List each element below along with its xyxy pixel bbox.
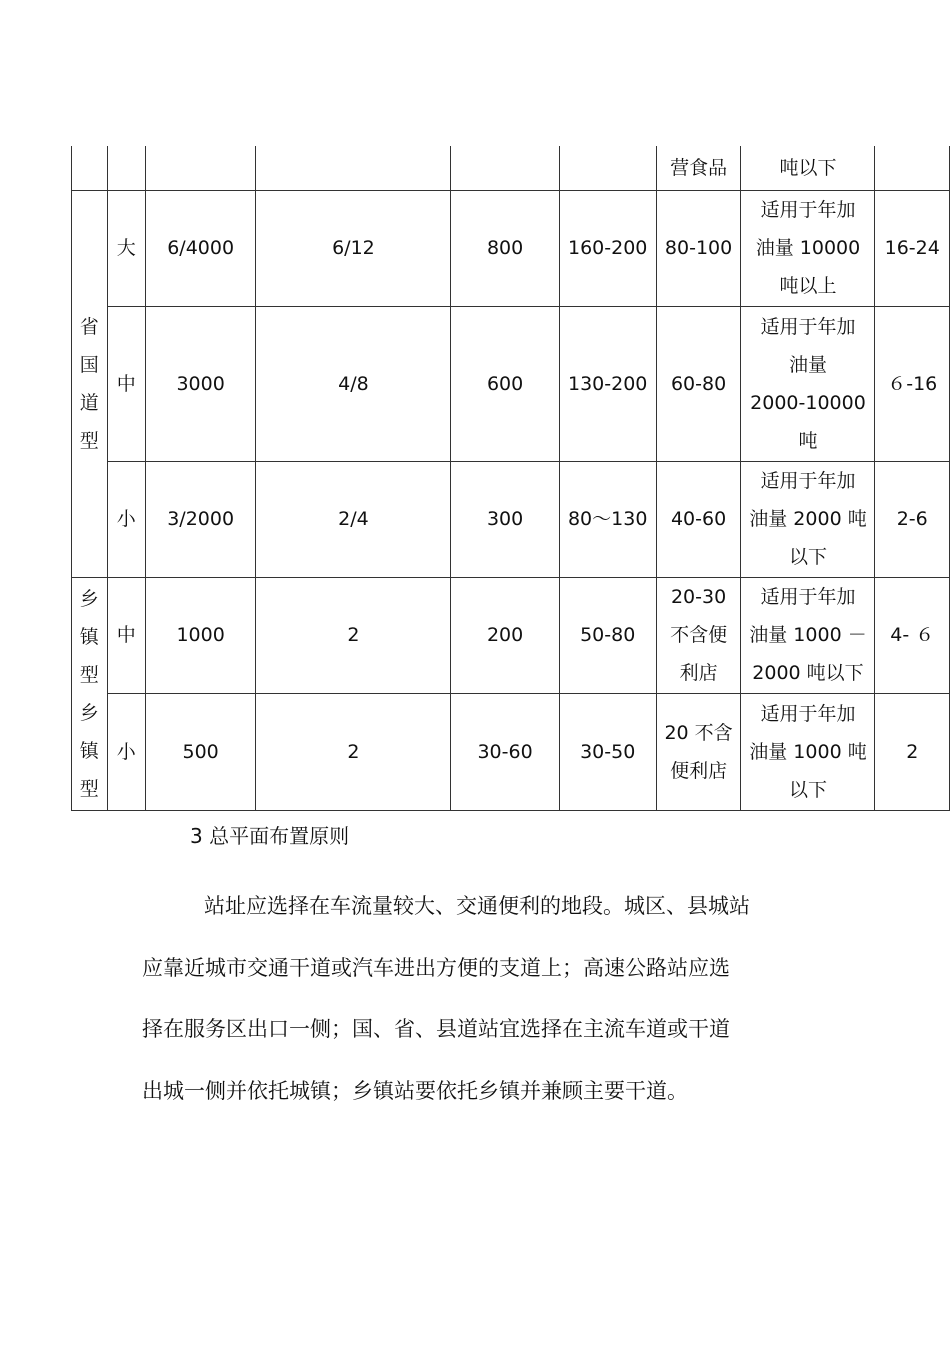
category-char: 省 — [79, 315, 99, 338]
category-char: 乡 — [79, 587, 99, 610]
note-line: 适用于年加 — [760, 199, 856, 221]
table-cell: 4/8 — [256, 306, 451, 461]
note-line: 油量 10000 — [755, 237, 861, 259]
table-cell — [107, 146, 145, 190]
size-cell: 小 — [107, 461, 145, 577]
table-cell: 30-50 — [559, 693, 656, 810]
note-line: 吨 — [798, 429, 818, 452]
table-cell: 50-80 — [559, 577, 656, 693]
table-cell: 3000 — [145, 306, 256, 461]
category-cell-township — [72, 577, 108, 810]
table-cell: 6/12 — [256, 190, 451, 306]
table-cell: 80-100 — [656, 190, 741, 306]
note-line: 油量 2000 吨 — [749, 508, 867, 530]
table-row — [72, 461, 950, 577]
table-cell — [256, 146, 451, 190]
table-cell: 2/4 — [256, 461, 451, 577]
table-cell — [451, 146, 559, 190]
section-heading: 3 总平面布置原则 — [190, 824, 350, 848]
table-cell: ６-16 — [875, 306, 950, 461]
table-cell — [72, 146, 108, 190]
note-line: 2000-10000 — [750, 391, 866, 414]
category-char: 镇 — [79, 625, 99, 648]
category-char: 镇 — [79, 739, 99, 762]
note-cell — [741, 693, 875, 810]
category-char: 型 — [79, 777, 99, 800]
table-row — [72, 190, 950, 306]
table-cell: 200 — [451, 577, 559, 693]
note-line: 以下 — [788, 546, 827, 568]
note-line: 2000 吨以下 — [752, 662, 864, 684]
note-line: 以下 — [788, 778, 827, 801]
table-row — [72, 577, 950, 693]
table-cell: 2 — [256, 577, 451, 693]
table-cell: 30-60 — [451, 693, 559, 810]
note-line: 吨以上 — [779, 275, 837, 297]
table-cell: 300 — [451, 461, 559, 577]
note-line: 适用于年加 — [760, 586, 856, 608]
table-cell: 1000 — [145, 577, 256, 693]
table-cell — [875, 146, 950, 190]
category-char: 道 — [79, 391, 99, 414]
table-cell: 4- ６ — [875, 577, 950, 693]
table-cell: 6/4000 — [145, 190, 256, 306]
paragraph-line: 应靠近城市交通干道或汽车进出方便的支道上；高速公路站应选 — [142, 955, 730, 980]
paragraph-line: 择在服务区出口一侧；国、省、县道站宜选择在主流车道或干道 — [142, 1017, 730, 1041]
note-line: 适用于年加 — [760, 702, 856, 725]
note-line: 适用于年加 — [760, 315, 856, 338]
table-cell — [559, 146, 656, 190]
table-row — [72, 146, 950, 190]
table-cell: 16-24 — [875, 190, 950, 306]
table-cell — [656, 693, 741, 810]
paragraph-line: 出城一侧并依托城镇；乡镇站要依托乡镇并兼顾主要干道。 — [142, 1078, 688, 1103]
cell-line: 20-30 — [670, 586, 727, 608]
cell-line: 20 不含 — [664, 721, 733, 744]
note-cell — [741, 306, 875, 461]
table-cell: 130-200 — [559, 306, 656, 461]
table-cell: 500 — [145, 693, 256, 810]
table-cell — [145, 146, 256, 190]
note-cell — [741, 577, 875, 693]
table-cell: 2 — [875, 693, 950, 810]
category-char: 型 — [79, 663, 99, 686]
note-cell — [741, 461, 875, 577]
note-cell — [741, 190, 875, 306]
table-cell: 吨以下 — [741, 146, 875, 190]
size-cell: 小 — [107, 693, 145, 810]
size-cell: 中 — [107, 306, 145, 461]
table-cell: 2-6 — [875, 461, 950, 577]
category-cell-provincial — [72, 190, 108, 577]
cell-line: 利店 — [679, 662, 718, 684]
size-cell: 中 — [107, 577, 145, 693]
size-cell: 大 — [107, 190, 145, 306]
category-char: 型 — [79, 429, 99, 452]
table-cell: 2 — [256, 693, 451, 810]
note-line: 适用于年加 — [760, 470, 856, 492]
table-cell: 160-200 — [559, 190, 656, 306]
table-cell: 60-80 — [656, 306, 741, 461]
cell-line: 便利店 — [670, 759, 728, 782]
table-cell: 3/2000 — [145, 461, 256, 577]
table-row — [72, 306, 950, 461]
category-char: 国 — [79, 353, 99, 376]
table-row — [72, 693, 950, 810]
note-line: 油量 1000 － — [749, 624, 867, 646]
note-line: 油量 1000 吨 — [749, 740, 867, 763]
table-cell: 800 — [451, 190, 559, 306]
station-classification-table — [71, 146, 950, 811]
table-cell: 80～130 — [559, 461, 656, 577]
table-cell: 营食品 — [656, 146, 741, 190]
table-cell: 600 — [451, 306, 559, 461]
paragraph-line: 站址应选择在车流量较大、交通便利的地段。城区、县城站 — [204, 894, 750, 918]
section-paragraph — [142, 876, 792, 1122]
table-cell — [656, 577, 741, 693]
category-char: 乡 — [79, 701, 99, 724]
table-cell: 40-60 — [656, 461, 741, 577]
note-line: 油量 — [788, 353, 827, 376]
cell-line: 不含便 — [670, 624, 728, 646]
